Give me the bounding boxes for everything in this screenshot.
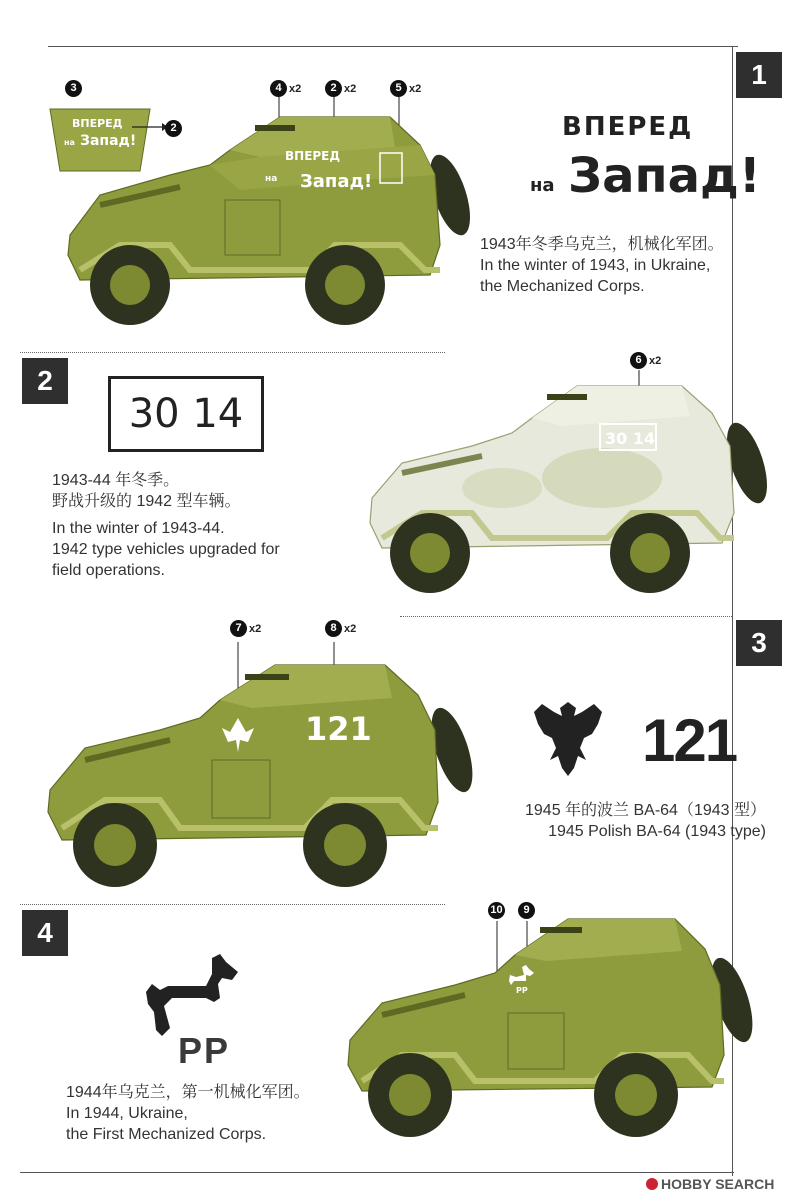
separator-1	[20, 352, 445, 353]
callout-dot: 2	[165, 120, 182, 137]
callout-dot: 3	[65, 80, 82, 97]
scheme4-dog-emblem	[142, 950, 242, 1040]
scheme1-caption-cn: 1943年冬季乌克兰，机械化军团。	[480, 236, 724, 253]
callout-dot: 8	[325, 620, 342, 637]
callout-mult: x2	[409, 82, 422, 95]
scheme-number-3: 3	[736, 620, 782, 666]
scheme2-callout-a	[630, 352, 661, 369]
scheme1-caption-en-2: the Mechanized Corps.	[480, 278, 645, 295]
scheme1-slogan-line3: Запад!	[568, 148, 761, 204]
scheme2-caption-cn-1: 1943-44 年冬季。	[52, 472, 180, 489]
scheme3-caption-en: 1945 Polish BA-64 (1943 type)	[548, 823, 766, 840]
callout-mult: x2	[249, 622, 262, 635]
scheme1-caption-en-1: In the winter of 1943, in Ukraine,	[480, 257, 711, 274]
hobby-search-logo-icon	[646, 1178, 658, 1190]
scheme2-vehicle-illustration	[362, 368, 772, 608]
watermark-text: HOBBY SEARCH	[661, 1176, 775, 1192]
scheme3-callout-b	[325, 620, 356, 637]
scheme3-hull-number: 121	[305, 710, 372, 748]
scheme1-hull-slogan-3: Запад!	[300, 171, 373, 192]
frame-bottom-line	[20, 1172, 734, 1173]
scheme3-number-marking: 121	[642, 707, 737, 774]
scheme1-slogan-line2: на	[530, 175, 555, 196]
scheme1-slogan-line1: ВПЕРЕД	[562, 112, 694, 142]
scheme-number-1: 1	[736, 52, 782, 98]
callout-dot: 5	[390, 80, 407, 97]
scheme4-hull-letters: PP	[516, 986, 528, 995]
callout-dot: 6	[630, 352, 647, 369]
scheme-number-2: 2	[22, 358, 68, 404]
callout-dot: 7	[230, 620, 247, 637]
callout-mult: x2	[289, 82, 302, 95]
scheme1-vehicle-illustration	[60, 95, 480, 340]
scheme1-decal-text-3: Запад!	[80, 133, 137, 149]
scheme4-caption-cn: 1944年乌克兰，第一机械化军团。	[66, 1084, 310, 1101]
scheme3-caption	[504, 800, 766, 842]
scheme2-caption-cn-2: 野战升级的 1942 型车辆。	[52, 493, 241, 510]
scheme1-caption	[480, 234, 724, 297]
scheme3-callout-a	[230, 620, 261, 637]
scheme3-vehicle-illustration	[40, 640, 480, 900]
callout-dot: 4	[270, 80, 287, 97]
separator-2	[400, 616, 732, 617]
scheme4-caption-en-2: the First Mechanized Corps.	[66, 1126, 267, 1143]
scheme4-caption-en-1: In 1944, Ukraine,	[66, 1105, 188, 1122]
callout-mult: x2	[649, 354, 662, 367]
scheme2-caption-en-2: 1942 type vehicles upgraded for	[52, 541, 280, 558]
callout-dot: 10	[488, 902, 505, 919]
scheme2-caption-en-3: field operations.	[52, 562, 165, 579]
scheme4-caption	[66, 1082, 310, 1145]
watermark	[646, 1176, 774, 1192]
callout-dot: 9	[518, 902, 535, 919]
callout-mult: x2	[344, 622, 357, 635]
scheme4-letters-marking: PP	[178, 1030, 231, 1071]
scheme1-decal-text-1: ВПЕРЕД	[72, 117, 123, 130]
scheme2-caption-en-1: In the winter of 1943-44.	[52, 520, 225, 537]
frame-top-line	[48, 46, 738, 47]
scheme-number-4: 4	[22, 910, 68, 956]
scheme4-vehicle-illustration	[340, 905, 760, 1155]
scheme3-caption-cn: 1945 年的波兰 BA-64（1943 型）	[525, 802, 766, 819]
scheme1-hull-slogan-2: на	[265, 174, 278, 184]
scheme2-number-plate: 30 14	[108, 376, 264, 452]
scheme3-eagle-emblem	[528, 694, 608, 784]
scheme2-caption	[52, 470, 280, 581]
callout-dot: 2	[325, 80, 342, 97]
scheme2-hull-marking: 30 14	[605, 429, 656, 448]
callout-mult: x2	[344, 82, 357, 95]
scheme1-hull-slogan-1: ВПЕРЕД	[285, 149, 341, 163]
scheme1-decal-text-2: на	[64, 138, 75, 147]
